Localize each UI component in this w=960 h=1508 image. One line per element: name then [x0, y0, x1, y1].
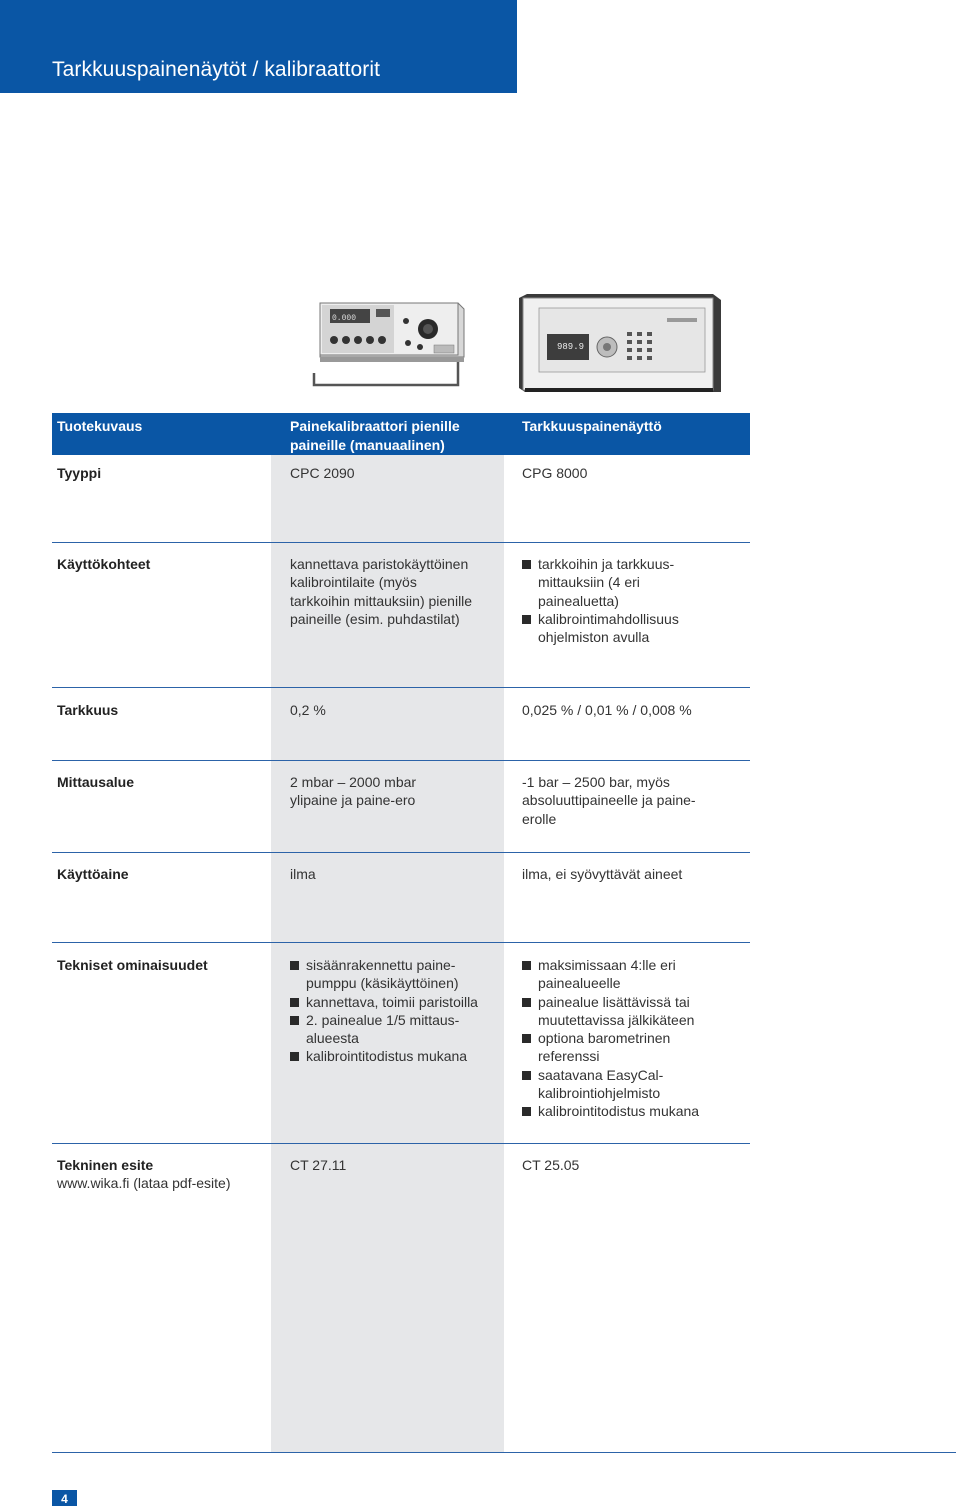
- table-header-col2: Tarkkuuspainenäyttö: [522, 418, 662, 434]
- cell-esite-col2: CT 25.05: [522, 1157, 580, 1173]
- bullet-square-icon: [290, 961, 299, 970]
- cell-tekniset-col2: [522, 956, 748, 1121]
- row-label-mittausalue: Mittausalue: [57, 774, 135, 790]
- brochure-link[interactable]: www.wika.fi (lataa pdf-esite): [57, 1175, 231, 1192]
- cell-mittausalue-col1: 2 mbar – 2000 mbar ylipaine ja paine-ero: [290, 774, 417, 809]
- list-item: saatavana EasyCal- kalibrointiohjelmisto: [522, 1066, 748, 1103]
- bullet-square-icon: [522, 615, 531, 624]
- bullet-square-icon: [522, 1107, 531, 1116]
- cell-tarkkuus-col1: 0,2 %: [290, 702, 326, 718]
- row-label-tarkkuus: Tarkkuus: [57, 702, 119, 718]
- bullet-square-icon: [522, 1071, 531, 1080]
- list-item: 2. painealue 1/5 mittaus- alueesta: [290, 1011, 500, 1048]
- row-label-tekniset: Tekniset ominaisuudet: [57, 957, 208, 973]
- cell-esite-col1: CT 27.11: [290, 1157, 347, 1173]
- cell-tyyppi-col1: CPC 2090: [290, 465, 355, 481]
- row-label-tyyppi: Tyyppi: [57, 465, 102, 481]
- cell-mittausalue-col2: -1 bar – 2500 bar, myös absoluuttipaineelle ja paine- erolle: [522, 774, 696, 827]
- list-item: kalibrointimahdollisuus ohjelmiston avulla: [522, 610, 748, 647]
- row-label-esite: Tekninen esite www.wika.fi (lataa pdf-esite): [57, 1156, 287, 1193]
- list-item: painealue lisättävissä tai muutettavissa jälkikäteen: [522, 993, 748, 1030]
- page-number: 4: [52, 1490, 77, 1506]
- list-item: kalibrointitodistus mukana: [522, 1102, 748, 1120]
- bullet-square-icon: [522, 998, 531, 1007]
- list-item: sisäänrakennettu paine- pumppu (käsikäyttöinen): [290, 956, 500, 993]
- bullet-square-icon: [522, 961, 531, 970]
- cpc2090-display-text: 0.000: [332, 314, 357, 323]
- row-divider: [52, 760, 750, 761]
- row-divider: [52, 1143, 750, 1144]
- bullet-square-icon: [522, 560, 531, 569]
- bullet-square-icon: [290, 1052, 299, 1061]
- row-divider: [52, 852, 750, 853]
- list-item: maksimissaan 4:lle eri painealueelle: [522, 956, 748, 993]
- cell-tarkkuus-col2: 0,025 % / 0,01 % / 0,008 %: [522, 702, 692, 718]
- row-label-kayttokohteet: Käyttökohteet: [57, 556, 151, 572]
- cell-kayttokohteet-col1: kannettava paristokäyttöinen kalibrointilaite (myös tarkkoihin mittauksiin) pienille paineille (esim. puhdastilat): [290, 556, 473, 627]
- cell-kayttoaine-col1: ilma: [290, 866, 316, 882]
- cell-kayttokohteet-col2: [522, 555, 748, 646]
- row-label-kayttoaine: Käyttöaine: [57, 866, 129, 882]
- cell-tyyppi-col2: CPG 8000: [522, 465, 588, 481]
- row-divider: [52, 687, 750, 688]
- row-divider: [52, 942, 750, 943]
- bullet-square-icon: [290, 1016, 299, 1025]
- page-title: Tarkkuuspainenäytöt / kalibraattorit: [52, 58, 381, 81]
- table-header-col1: Painekalibraattori pienille paineille (manuaalinen): [290, 418, 460, 453]
- list-item: kannettava, toimii paristoilla: [290, 993, 500, 1011]
- row-divider: [52, 542, 750, 543]
- bullet-square-icon: [522, 1034, 531, 1043]
- list-item: kalibrointitodistus mukana: [290, 1047, 500, 1065]
- cell-kayttoaine-col2: ilma, ei syövyttävät aineet: [522, 866, 683, 882]
- list-item: tarkkoihin ja tarkkuus- mittauksiin (4 eri painealuetta): [522, 555, 748, 610]
- cpg8000-product-image: [517, 292, 723, 396]
- cell-tekniset-col1: [290, 956, 500, 1066]
- table-header-label: Tuotekuvaus: [57, 418, 143, 434]
- footer-divider: [52, 1452, 956, 1453]
- list-item: optiona barometrinen referenssi: [522, 1029, 748, 1066]
- bullet-square-icon: [290, 998, 299, 1007]
- cpc2090-product-image: [308, 295, 470, 390]
- cpg8000-display-text: 989.9: [557, 342, 585, 352]
